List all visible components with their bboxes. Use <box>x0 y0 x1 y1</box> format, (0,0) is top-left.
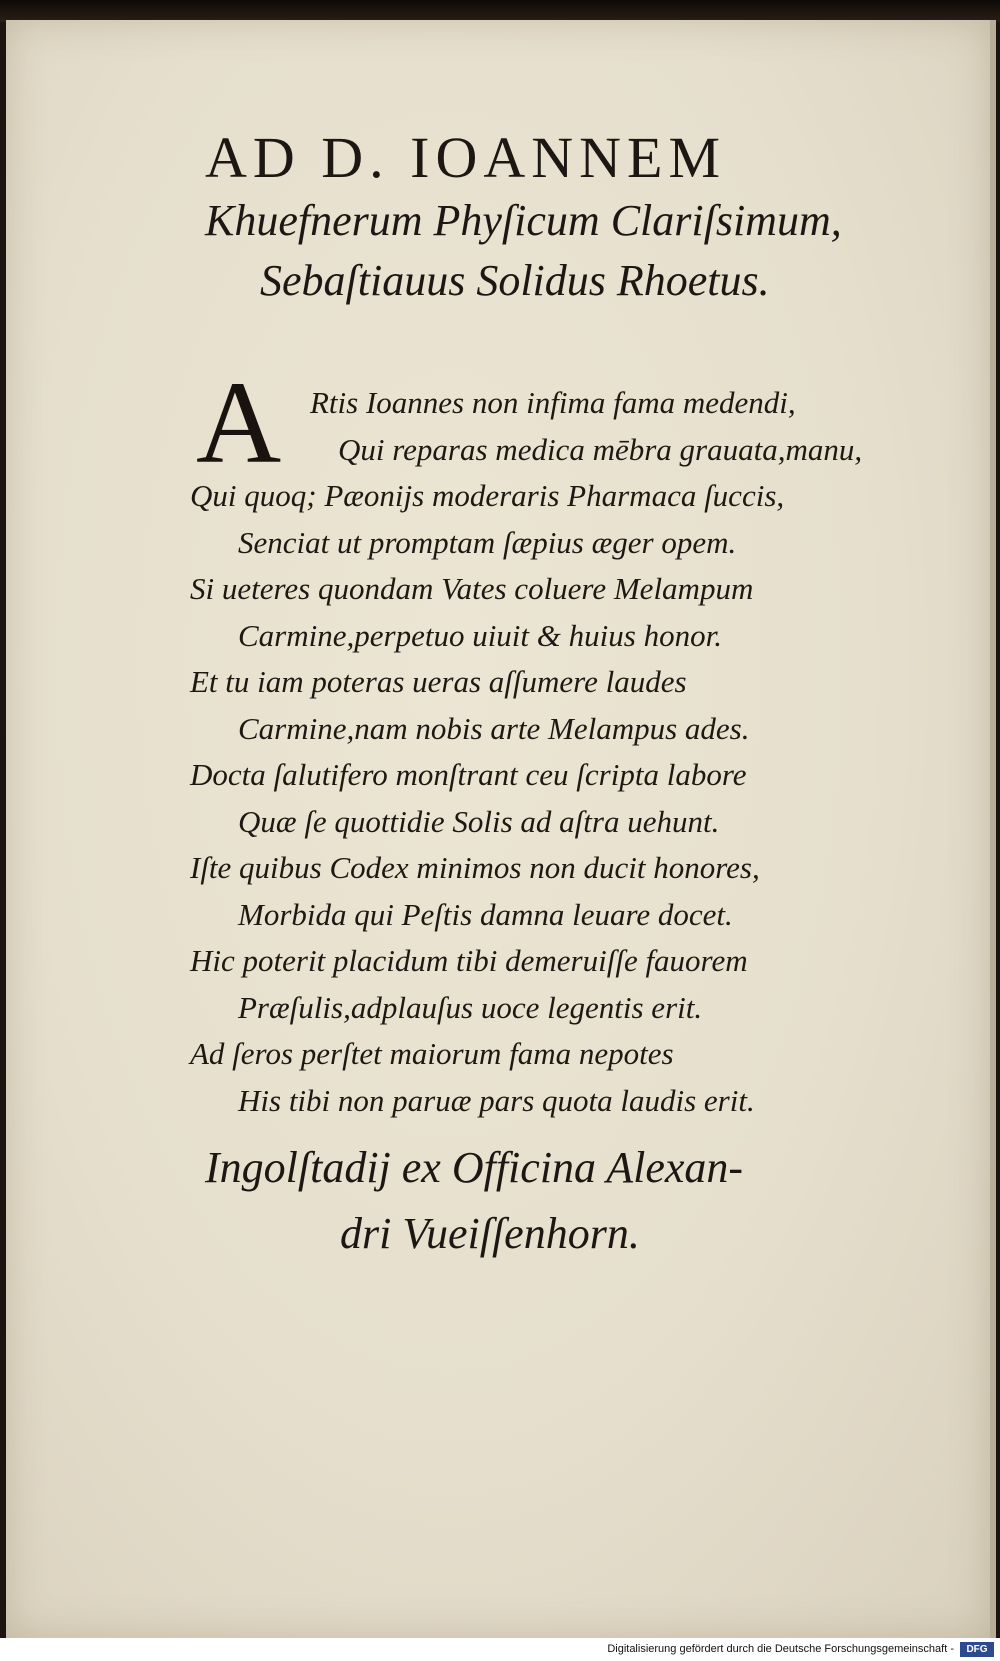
dfg-logo: DFG <box>960 1642 994 1657</box>
verse-line: Quæ ſe quottidie Solis ad aſtra uehunt. <box>238 803 720 839</box>
funding-notice: Digitalisierung gefördert durch die Deutsche Forschungsgemeinschaft - <box>607 1643 954 1655</box>
heading-line-1: AD D. IOANNEM <box>205 125 727 190</box>
verse-line: Præſulis,adplauſus uoce legentis erit. <box>238 989 703 1025</box>
drop-cap: A <box>196 357 282 488</box>
verse-line: Carmine,nam nobis arte Melampus ades. <box>238 710 750 746</box>
verse-line: Senciat ut promptam ſæpius æger opem. <box>238 524 737 560</box>
verse-line: Iſte quibus Codex minimos non ducit honores, <box>190 850 760 885</box>
verse-line: Qui quoq; Pæonijs moderaris Pharmaca ſuccis, <box>190 478 785 513</box>
colophon <box>205 1135 965 1267</box>
verse-line: Carmine,perpetuo uiuit & huius honor. <box>238 617 722 653</box>
heading-line-3: Sebaſtiauus Solidus Rhoetus. <box>260 256 770 305</box>
book-edge <box>0 0 1000 22</box>
heading-line-2: Khuefnerum Phyſicum Clariſsimum, <box>205 196 842 245</box>
verse-line: Et tu iam poteras ueras aſſumere laudes <box>190 664 687 699</box>
verse-line: His tibi non paruæ pars quota laudis erit. <box>238 1082 755 1118</box>
colophon-line-2: dri Vueiſſenhorn. <box>340 1209 640 1258</box>
verse-line: Docta ſalutifero monſtrant ceu ſcripta labore <box>190 757 747 792</box>
verse-line: Qui reparas medica mēbra grauata,manu, <box>338 431 863 467</box>
dedication-heading <box>205 125 985 311</box>
verse-line: Rtis Ioannes non infima fama medendi, <box>310 385 796 420</box>
verse-line: Ad ſeros perſtet maiorum fama nepotes <box>190 1036 674 1071</box>
verse-line: Si ueteres quondam Vates coluere Melampum <box>190 571 754 606</box>
verse-line: Hic poterit placidum tibi demeruiſſe fauorem <box>190 943 748 978</box>
colophon-line-1: Ingolſtadij ex Officina Alexan- <box>205 1143 744 1192</box>
poem <box>190 380 950 1124</box>
verse-line: Morbida qui Peſtis damna leuare docet. <box>238 896 733 932</box>
